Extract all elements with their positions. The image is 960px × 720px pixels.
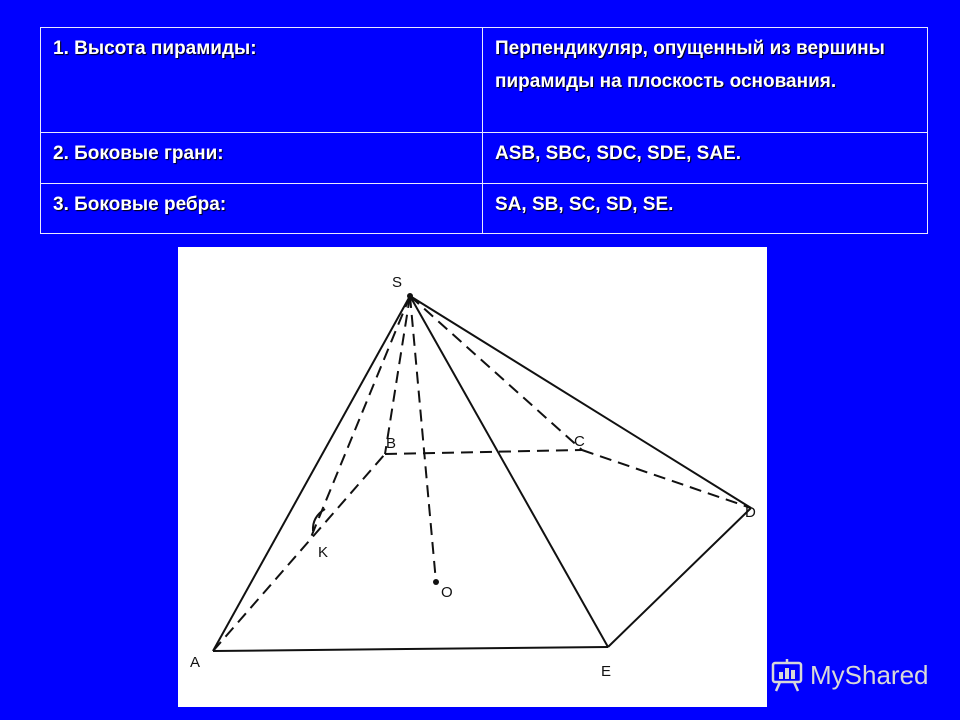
point-O-dot: [433, 579, 439, 585]
label-K: K: [318, 544, 329, 561]
height-SO: [410, 296, 436, 582]
edge-AB: [213, 454, 385, 651]
label-D: D: [745, 504, 756, 521]
watermark-text: MyShared: [810, 659, 929, 690]
label-O: O: [441, 584, 453, 601]
edge-ED: [608, 508, 751, 647]
vertex-S-dot: [407, 293, 413, 299]
row-term: 2. Боковые грани:: [41, 133, 483, 184]
edge-SA: [213, 296, 410, 651]
row-term: 1. Высота пирамиды:: [41, 28, 483, 133]
label-E: E: [601, 663, 612, 680]
apothem-SK: [309, 296, 410, 542]
edge-CD: [582, 450, 751, 508]
edge-SD: [410, 296, 751, 508]
table-row: [41, 133, 928, 184]
edge-BC: [385, 450, 582, 454]
table-row: [41, 28, 928, 133]
watermark: [770, 655, 929, 695]
presentation-board-icon: [770, 658, 804, 692]
definitions-table: [40, 27, 928, 234]
row-definition: Перпендикуляр, опущенный из вершины пирамиды на плоскость основания.: [483, 28, 928, 133]
row-definition: ASB, SBC, SDC, SDE, SAE.: [483, 133, 928, 184]
label-A: A: [190, 654, 201, 671]
table-row: [41, 184, 928, 234]
edge-AE: [213, 647, 608, 651]
edge-SC: [410, 296, 582, 450]
row-definition: SA, SB, SC, SD, SE.: [483, 184, 928, 234]
row-term: 3. Боковые ребра:: [41, 184, 483, 234]
pyramid-diagram: [178, 247, 767, 707]
label-C: C: [574, 433, 585, 450]
pyramid-figure: [178, 247, 767, 707]
label-B: B: [386, 435, 397, 452]
label-S: S: [392, 274, 403, 291]
edge-SE: [410, 296, 608, 647]
